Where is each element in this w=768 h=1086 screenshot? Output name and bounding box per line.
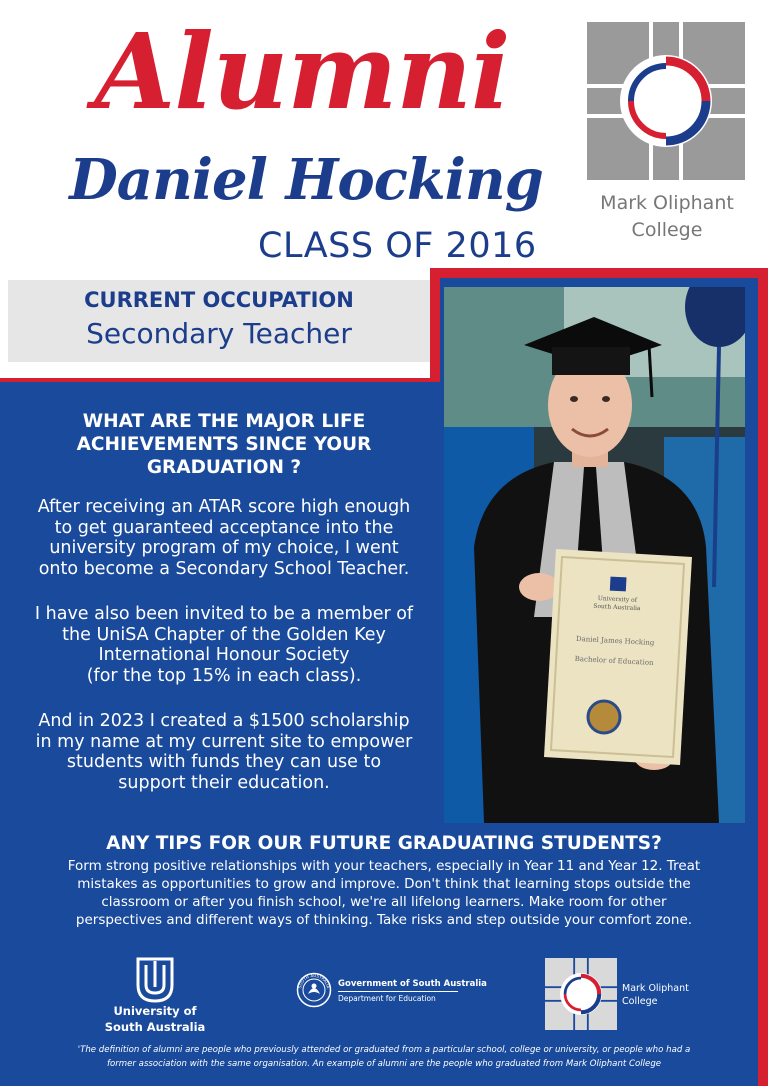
achievement-paragraph	[12, 497, 436, 579]
tips-line: perspectives and different ways of thinking. Take risks and step outside your comfort zone.	[75, 912, 693, 928]
sa-government-name: Government of South Australia	[338, 979, 487, 989]
tips-heading: ANY TIPS FOR OUR FUTURE GRADUATING STUDENTS?	[106, 833, 662, 854]
paragraph-line: After receiving an ATAR score high enough	[37, 497, 411, 517]
college-name-footer	[622, 982, 689, 1008]
paragraph-line: the UniSA Chapter of the Golden Key	[62, 624, 386, 645]
mark-oliphant-logo	[587, 22, 745, 180]
class-of: CLASS OF 2016	[258, 226, 537, 266]
achievement-paragraph	[12, 711, 436, 793]
achievements-heading	[24, 410, 424, 479]
paragraph-line: university program of my choice, I went	[49, 538, 399, 558]
college-line: College	[622, 996, 658, 1007]
college-name: Mark Oliphant College	[600, 192, 734, 241]
mark-oliphant-logo	[545, 958, 617, 1030]
footnote-line: former association with the same organisation. An example of alumni are the people who graduated from Mark Oliphant College	[106, 1059, 662, 1069]
paragraph-line: (for the top 15% in each class).	[86, 665, 362, 686]
title-alumni: Alumni	[94, 10, 510, 133]
graduate-photo	[444, 287, 745, 823]
heading-line: ACHIEVEMENTS SINCE YOUR	[76, 434, 372, 455]
tips-text	[0, 857, 768, 929]
certificate-line: University of	[597, 594, 638, 605]
paragraph-line: International Honour Society	[98, 645, 350, 665]
occupation-label: CURRENT OCCUPATION	[84, 288, 354, 312]
tips-line: mistakes as opportunities to grow and improve. Don't think that learning stops outside the	[77, 876, 691, 892]
paragraph-line: And in 2023 I created a $1500 scholarship	[38, 711, 410, 731]
paragraph-line: support their education.	[118, 772, 330, 793]
certificate-line: Daniel James Hocking	[575, 634, 655, 647]
certificate-line: Bachelor of Education	[574, 654, 654, 667]
paragraph-line: in my name at my current site to empower	[35, 731, 413, 752]
crest-text: SOUTH AUSTRALIA	[297, 972, 331, 989]
occupation-box	[8, 280, 430, 362]
achievement-paragraph	[12, 604, 436, 686]
tips-line: classroom or after you finish school, we're all lifelong learners. Make room for other	[101, 894, 667, 910]
unisa-logo	[132, 957, 178, 1003]
sa-government-crest	[296, 972, 332, 1008]
divider	[338, 991, 458, 992]
paragraph-line: to get guaranteed acceptance into the	[54, 517, 394, 538]
unisa-line: University of	[113, 1004, 197, 1018]
unisa-name	[90, 1003, 220, 1035]
heading-line: WHAT ARE THE MAJOR LIFE	[82, 411, 366, 432]
occupation-value: Secondary Teacher	[86, 317, 352, 350]
paragraph-line: students with funds they can use to	[66, 752, 382, 772]
paragraph-line: onto become a Secondary School Teacher.	[38, 558, 410, 579]
heading-line: GRADUATION ?	[146, 457, 302, 478]
unisa-line: South Australia	[104, 1020, 206, 1034]
college-line: Mark Oliphant	[622, 983, 689, 994]
footnote-line: 'The definition of alumni are people who previously attended or graduated from a particular school, college or university, or people who had a	[77, 1045, 691, 1055]
paragraph-line: I have also been invited to be a member of	[34, 604, 414, 624]
alumnus-name: Daniel Hocking	[69, 147, 543, 213]
tips-line: Form strong positive relationships with your teachers, especially in Year 11 and Year 12. Treat	[67, 858, 701, 874]
certificate-line: South Australia	[593, 602, 641, 613]
sa-department-name: Department for Education	[338, 994, 436, 1003]
alumni-definition-footnote	[0, 1043, 768, 1071]
